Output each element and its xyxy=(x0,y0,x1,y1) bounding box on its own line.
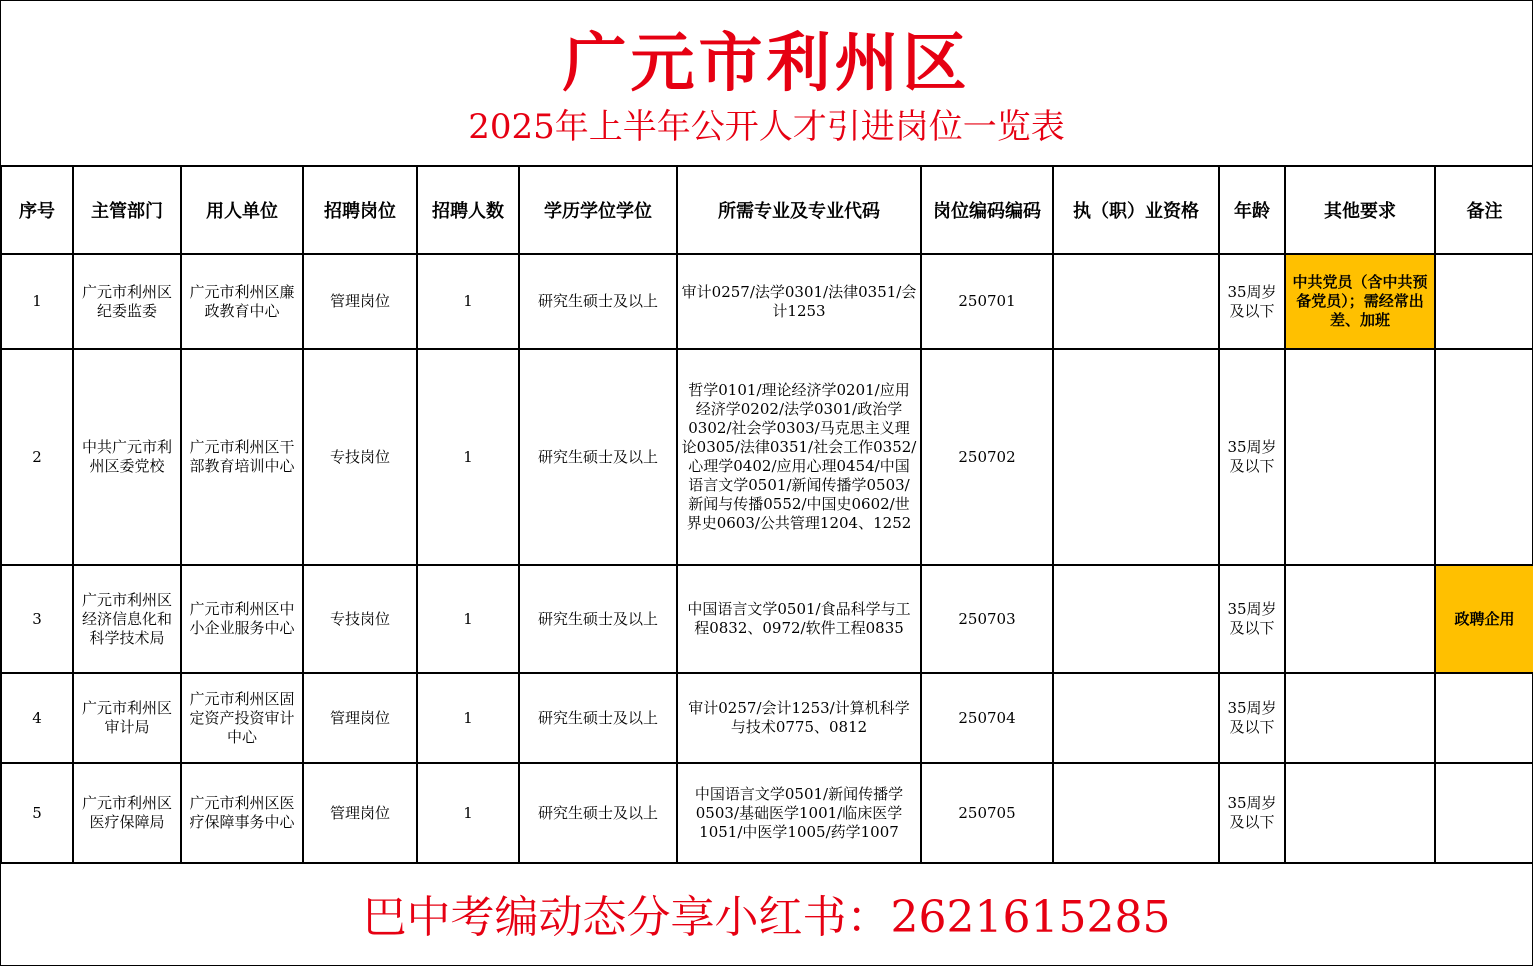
cell-code: 250703 xyxy=(921,565,1053,673)
cell-remark xyxy=(1435,673,1533,763)
cell-post: 专技岗位 xyxy=(303,565,417,673)
header-unit: 用人单位 xyxy=(181,166,303,254)
table-row xyxy=(1,565,1533,673)
page-title: 广元市利州区 xyxy=(562,27,971,101)
cell-other-highlight: 中共党员（含中共预备党员）；需经常出差、加班 xyxy=(1285,254,1435,349)
cell-count: 1 xyxy=(417,349,519,565)
cell-unit: 广元市利州区医疗保障事务中心 xyxy=(181,763,303,863)
cell-post: 专技岗位 xyxy=(303,349,417,565)
cell-code: 250704 xyxy=(921,673,1053,763)
cell-qual xyxy=(1053,254,1219,349)
header-major: 所需专业及专业代码 xyxy=(677,166,921,254)
cell-no: 3 xyxy=(1,565,73,673)
cell-code: 250701 xyxy=(921,254,1053,349)
header-dept: 主管部门 xyxy=(73,166,181,254)
cell-age: 35周岁及以下 xyxy=(1219,254,1285,349)
cell-count: 1 xyxy=(417,565,519,673)
cell-age: 35周岁及以下 xyxy=(1219,349,1285,565)
cell-dept: 广元市利州区审计局 xyxy=(73,673,181,763)
header-edu: 学历学位学位 xyxy=(519,166,677,254)
cell-major: 中国语言文学0501/新闻传播学0503/基础医学1001/临床医学1051/中医学1005/药学1007 xyxy=(677,763,921,863)
header-remark: 备注 xyxy=(1435,166,1533,254)
cell-post: 管理岗位 xyxy=(303,763,417,863)
footer-note: 巴中考编动态分享小红书：2621615285 xyxy=(362,892,1171,943)
cell-unit: 广元市利州区干部教育培训中心 xyxy=(181,349,303,565)
header-post: 招聘岗位 xyxy=(303,166,417,254)
cell-other xyxy=(1285,763,1435,863)
cell-other xyxy=(1285,565,1435,673)
cell-no: 4 xyxy=(1,673,73,763)
header-no: 序号 xyxy=(1,166,73,254)
header-age: 年龄 xyxy=(1219,166,1285,254)
page-subtitle: 2025年上半年公开人才引进岗位一览表 xyxy=(468,107,1065,147)
cell-remark xyxy=(1435,763,1533,863)
cell-count: 1 xyxy=(417,763,519,863)
header-qual: 执（职）业资格 xyxy=(1053,166,1219,254)
cell-count: 1 xyxy=(417,673,519,763)
cell-no: 2 xyxy=(1,349,73,565)
cell-age: 35周岁及以下 xyxy=(1219,565,1285,673)
cell-qual xyxy=(1053,565,1219,673)
cell-qual xyxy=(1053,349,1219,565)
cell-no: 5 xyxy=(1,763,73,863)
cell-dept: 广元市利州区纪委监委 xyxy=(73,254,181,349)
table-row xyxy=(1,254,1533,349)
cell-dept: 广元市利州区经济信息化和科学技术局 xyxy=(73,565,181,673)
cell-edu: 研究生硕士及以上 xyxy=(519,565,677,673)
cell-edu: 研究生硕士及以上 xyxy=(519,349,677,565)
cell-qual xyxy=(1053,673,1219,763)
cell-code: 250702 xyxy=(921,349,1053,565)
cell-post: 管理岗位 xyxy=(303,254,417,349)
cell-edu: 研究生硕士及以上 xyxy=(519,673,677,763)
header-row xyxy=(1,166,1533,254)
table-row xyxy=(1,349,1533,565)
cell-major: 审计0257/会计1253/计算机科学与技术0775、0812 xyxy=(677,673,921,763)
cell-code: 250705 xyxy=(921,763,1053,863)
header-count: 招聘人数 xyxy=(417,166,519,254)
cell-major: 审计0257/法学0301/法律0351/会计1253 xyxy=(677,254,921,349)
cell-dept: 广元市利州区医疗保障局 xyxy=(73,763,181,863)
cell-dept: 中共广元市利州区委党校 xyxy=(73,349,181,565)
table-row xyxy=(1,673,1533,763)
cell-major: 中国语言文学0501/食品科学与工程0832、0972/软件工程0835 xyxy=(677,565,921,673)
cell-edu: 研究生硕士及以上 xyxy=(519,254,677,349)
cell-remark xyxy=(1435,254,1533,349)
cell-edu: 研究生硕士及以上 xyxy=(519,763,677,863)
cell-remark-highlight: 政聘企用 xyxy=(1435,565,1533,673)
cell-other xyxy=(1285,673,1435,763)
cell-count: 1 xyxy=(417,254,519,349)
cell-qual xyxy=(1053,763,1219,863)
header-code: 岗位编码编码 xyxy=(921,166,1053,254)
cell-unit: 广元市利州区廉政教育中心 xyxy=(181,254,303,349)
cell-other xyxy=(1285,349,1435,565)
table-row xyxy=(1,763,1533,863)
header-other: 其他要求 xyxy=(1285,166,1435,254)
cell-post: 管理岗位 xyxy=(303,673,417,763)
recruitment-table xyxy=(0,165,1533,864)
cell-unit: 广元市利州区固定资产投资审计中心 xyxy=(181,673,303,763)
cell-no: 1 xyxy=(1,254,73,349)
cell-unit: 广元市利州区中小企业服务中心 xyxy=(181,565,303,673)
cell-remark xyxy=(1435,349,1533,565)
cell-age: 35周岁及以下 xyxy=(1219,763,1285,863)
cell-major: 哲学0101/理论经济学0201/应用经济学0202/法学0301/政治学0302/社会学0303/马克思主义理论0305/法律0351/社会工作0352/心理学0402/应用心理0454/中国语言文学0501/新闻传播学0503/新闻与传播0552/中国史0602/世界史0603/公共管理1204、1252 xyxy=(677,349,921,565)
cell-age: 35周岁及以下 xyxy=(1219,673,1285,763)
